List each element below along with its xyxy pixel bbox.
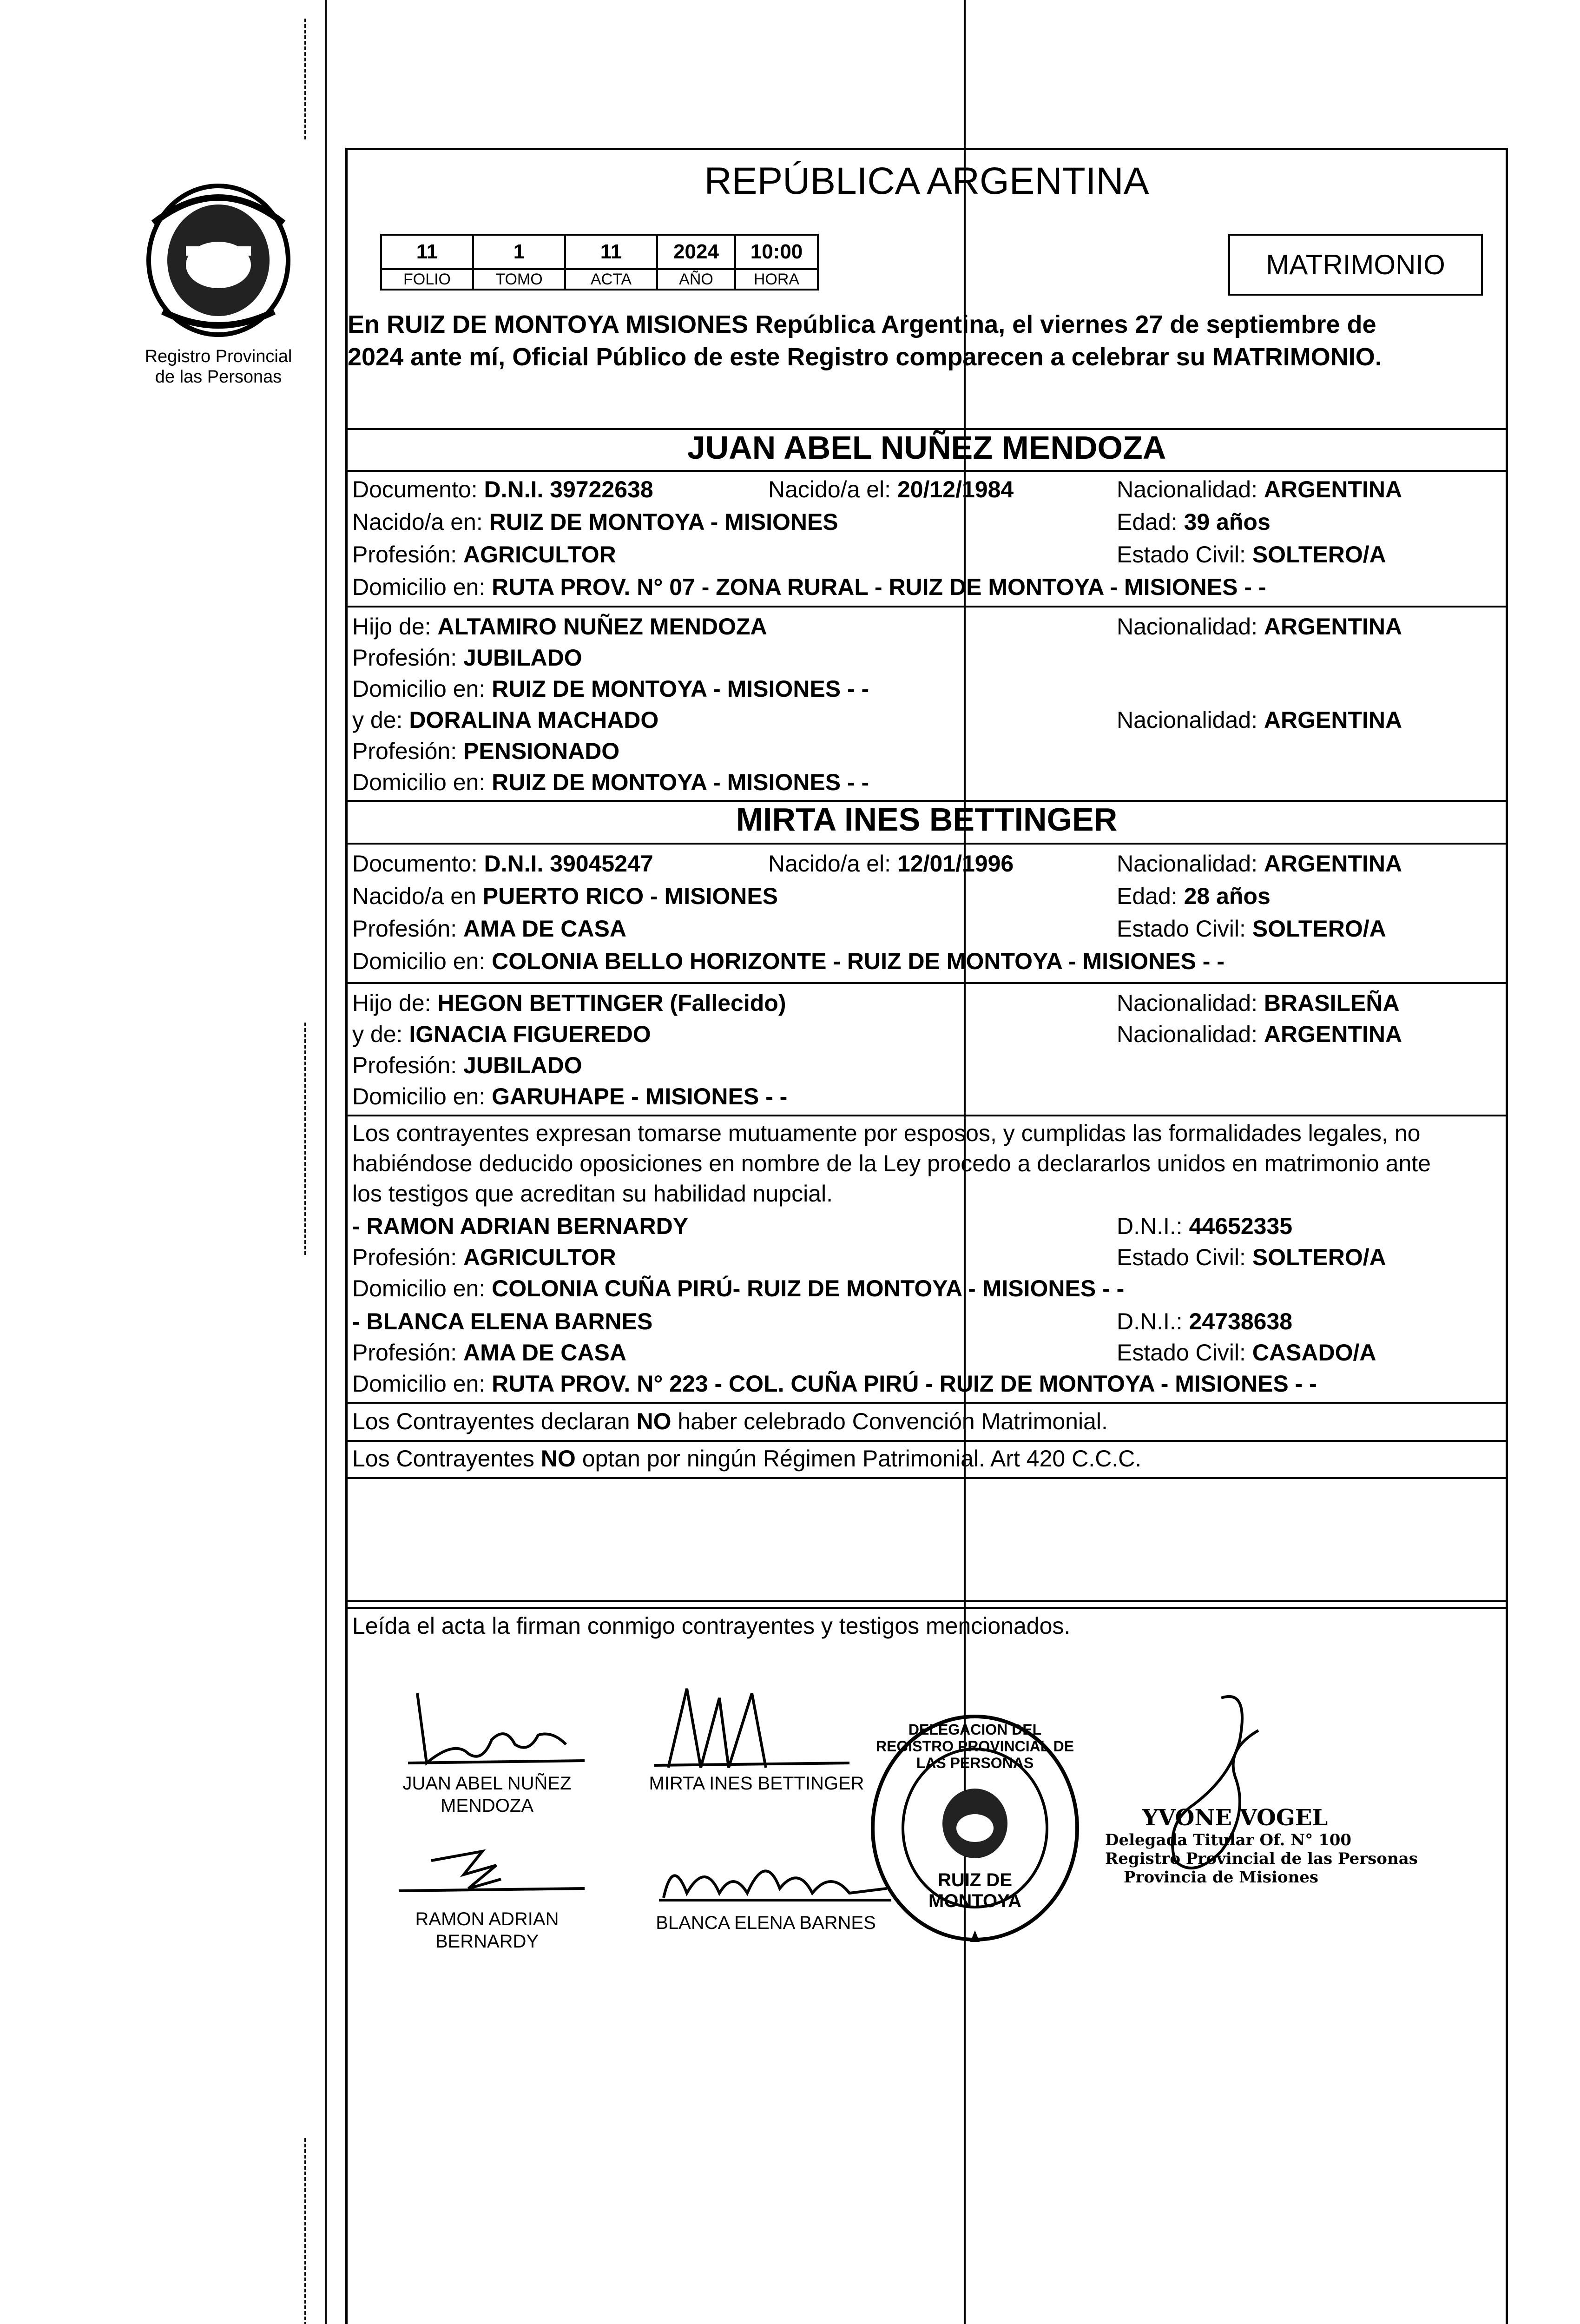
folio-value: 11 <box>381 235 473 269</box>
witness1-profession: Profesión: AGRICULTOR <box>352 1244 616 1270</box>
certificate-frame <box>345 148 1508 2324</box>
groom-father: Hijo de: ALTAMIRO NUÑEZ MENDOZA <box>352 614 767 640</box>
groom-father-profession: Profesión: JUBILADO <box>352 645 582 671</box>
groom-mother-nationality: Nacionalidad: ARGENTINA <box>1117 707 1402 733</box>
groom-address: Domicilio en: RUTA PROV. N° 07 - ZONA RURAL - RUIZ DE MONTOYA - MISIONES - - <box>352 574 1266 600</box>
bride-name: MIRTA INES BETTINGER <box>736 801 1118 838</box>
official-block <box>1105 1805 1505 1887</box>
groom-mother: y de: DORALINA MACHADO <box>352 707 659 733</box>
folio-label: FOLIO <box>381 269 473 290</box>
bride-signature-label: MIRTA INES BETTINGER <box>649 1773 864 1794</box>
divider <box>348 1477 1506 1479</box>
groom-birthdate: Nacido/a el: 20/12/1984 <box>768 476 1014 502</box>
official-registry: Registro Provincial de las Personas <box>1105 1849 1418 1868</box>
bride-age: Edad: 28 años <box>1117 883 1271 909</box>
left-margin-marks <box>304 1023 306 1255</box>
witness2-address: Domicilio en: RUTA PROV. N° 223 - COL. CUÑA PIRÚ - RUIZ DE MONTOYA - MISIONES - - <box>352 1371 1317 1397</box>
stamp-ring-text: DELEGACION DEL REGISTRO PROVINCIAL DE LAS PERSONAS <box>876 1721 1074 1771</box>
bride-parent-address: Domicilio en: GARUHAPE - MISIONES - - <box>352 1083 788 1109</box>
registry-logo <box>135 172 302 387</box>
bride-mother-nationality: Nacionalidad: ARGENTINA <box>1117 1021 1402 1047</box>
divider <box>348 1607 1506 1609</box>
witness2-name: - BLANCA ELENA BARNES <box>352 1308 653 1334</box>
groom-age: Edad: 39 años <box>1117 509 1271 535</box>
groom-mother-profession: Profesión: PENSIONADO <box>352 738 620 764</box>
registry-stamp <box>868 1712 1082 1944</box>
witness1-name: - RAMON ADRIAN BERNARDY <box>352 1213 689 1239</box>
declaration-text: los testigos que acreditan su habilidad nupcial. <box>352 1181 833 1207</box>
witness2-profession: Profesión: AMA DE CASA <box>352 1340 626 1366</box>
official-province: Provincia de Misiones <box>1124 1868 1319 1887</box>
intro-line: En RUIZ DE MONTOYA MISIONES República Argentina, el viernes 27 de septiembre de <box>348 310 1376 338</box>
groom-signature-label: JUAN ABEL NUÑEZ MENDOZA <box>402 1773 572 1816</box>
witness2-civil-status: Estado Civil: CASADO/A <box>1117 1340 1376 1366</box>
country-title: REPÚBLICA ARGENTINA <box>704 160 1149 202</box>
bride-mother: y de: IGNACIA FIGUEREDO <box>352 1021 651 1047</box>
logo-caption: Registro Provincial de las Personas <box>145 347 292 387</box>
bride-father: Hijo de: HEGON BETTINGER (Fallecido) <box>352 990 786 1016</box>
bride-birthdate: Nacido/a el: 12/01/1996 <box>768 851 1014 877</box>
groom-signature-icon <box>399 1684 594 1777</box>
divider <box>348 470 1506 472</box>
tomo-label: TOMO <box>473 269 565 290</box>
record-info-table <box>380 234 819 290</box>
witness1-address: Domicilio en: COLONIA CUÑA PIRÚ- RUIZ DE MONTOYA - MISIONES - - <box>352 1275 1125 1301</box>
bride-document: Documento: D.N.I. 39045247 <box>352 851 653 877</box>
groom-father-address: Domicilio en: RUIZ DE MONTOYA - MISIONES - - <box>352 676 869 702</box>
acta-value: 11 <box>565 235 657 269</box>
bride-nationality: Nacionalidad: ARGENTINA <box>1117 851 1402 877</box>
groom-birthplace: Nacido/a en: RUIZ DE MONTOYA - MISIONES <box>352 509 838 535</box>
regime-convention: Los Contrayentes declaran NO haber celebrado Convención Matrimonial. <box>352 1408 1108 1434</box>
official-name: YVONE VOGEL <box>1142 1805 1328 1831</box>
divider <box>348 1115 1506 1116</box>
groom-profession: Profesión: AGRICULTOR <box>352 541 616 568</box>
bride-civil-status: Estado Civil: SOLTERO/A <box>1117 916 1386 942</box>
closing-text: Leída el acta la firman conmigo contrayentes y testigos mencionados. <box>352 1613 1071 1639</box>
groom-name: JUAN ABEL NUÑEZ MENDOZA <box>687 429 1166 466</box>
groom-document: Documento: D.N.I. 39722638 <box>352 476 653 502</box>
anio-value: 2024 <box>657 235 735 269</box>
tomo-value: 1 <box>473 235 565 269</box>
bride-profession: Profesión: AMA DE CASA <box>352 916 626 942</box>
anio-label: AÑO <box>657 269 735 290</box>
regime-patrimonial: Los Contrayentes NO optan por ningún Régimen Patrimonial. Art 420 C.C.C. <box>352 1446 1142 1472</box>
groom-father-nationality: Nacionalidad: ARGENTINA <box>1117 614 1402 640</box>
groom-civil-status: Estado Civil: SOLTERO/A <box>1117 541 1386 568</box>
groom-mother-address: Domicilio en: RUIZ DE MONTOYA - MISIONES - - <box>352 769 869 795</box>
bride-birthplace: Nacido/a en PUERTO RICO - MISIONES <box>352 883 778 909</box>
vertical-guide-line <box>325 0 327 2324</box>
official-title: Delegada Titular Of. N° 100 <box>1105 1831 1352 1849</box>
divider <box>348 982 1506 984</box>
left-margin-marks <box>304 2138 306 2324</box>
divider <box>348 843 1506 845</box>
declaration-text: Los contrayentes expresan tomarse mutuamente por esposos, y cumplidas las formalidades legales, no <box>352 1120 1421 1146</box>
divider <box>348 1440 1506 1442</box>
witness1-signature-label: RAMON ADRIAN BERNARDY <box>415 1909 559 1952</box>
divider <box>348 1600 1506 1602</box>
stamp-center-text: RUIZ DE MONTOYA <box>928 1870 1022 1911</box>
record-type-box: MATRIMONIO <box>1228 234 1483 296</box>
hora-value: 10:00 <box>735 235 818 269</box>
intro-line: 2024 ante mí, Oficial Público de este Registro comparecen a celebrar su MATRIMONIO. <box>348 343 1382 371</box>
declaration-text: habiéndose deducido oposiciones en nombre de la Ley procedo a declararlos unidos en matrimonio ante <box>352 1150 1431 1176</box>
witness2-signature-icon <box>654 1842 896 1912</box>
bride-address: Domicilio en: COLONIA BELLO HORIZONTE - RUIZ DE MONTOYA - MISIONES - - <box>352 948 1224 974</box>
bride-parent-profession: Profesión: JUBILADO <box>352 1052 582 1078</box>
bride-signature-icon <box>650 1679 854 1777</box>
bride-father-nationality: Nacionalidad: BRASILEÑA <box>1117 990 1400 1016</box>
acta-label: ACTA <box>565 269 657 290</box>
left-margin-marks <box>304 19 306 139</box>
divider <box>348 1402 1506 1404</box>
hora-label: HORA <box>735 269 818 290</box>
divider <box>348 606 1506 607</box>
groom-nationality: Nacionalidad: ARGENTINA <box>1117 476 1402 502</box>
witness1-dni: D.N.I.: 44652335 <box>1117 1213 1293 1239</box>
province-seal-icon <box>135 172 302 344</box>
witness1-civil-status: Estado Civil: SOLTERO/A <box>1117 1244 1386 1270</box>
witness2-signature-label: BLANCA ELENA BARNES <box>656 1913 876 1933</box>
witness2-dni: D.N.I.: 24738638 <box>1117 1308 1293 1334</box>
witness1-signature-icon <box>389 1842 594 1907</box>
